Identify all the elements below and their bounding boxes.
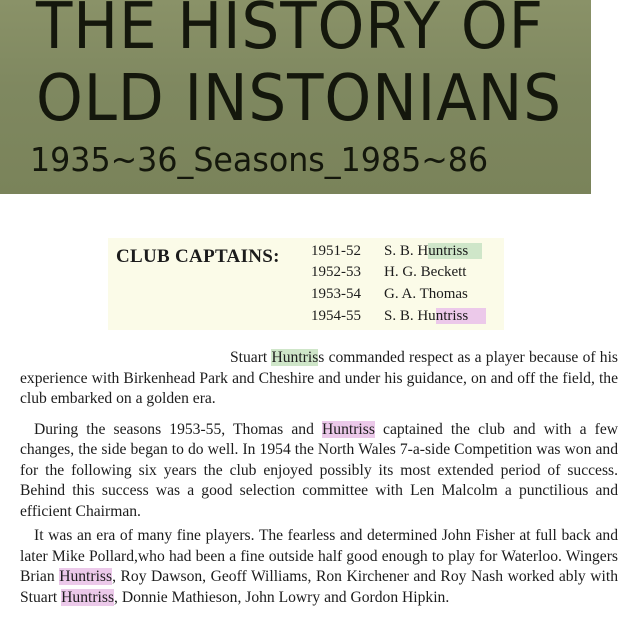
captain-name: G. A. Thomas <box>384 286 468 302</box>
book-cover-banner <box>0 0 591 194</box>
captain-season: 1951-52 <box>311 243 361 259</box>
text-run: , Roy Dawson, Geoff Williams, Ron Kirchener and Roy Nash worked ably with Stuart <box>20 568 618 606</box>
text-run: During the seasons 1953-55, Thomas and <box>34 420 323 438</box>
captain-name: H. G. Beckett <box>384 264 467 280</box>
text-run: It was an era of many fine players. The fearless and determined John Fisher at full back and later Mike Pollard,who had been a fine outside half good enough to play for Waterloo. Wingers Brian <box>20 527 618 585</box>
club-captains-heading: CLUB CAPTAINS: <box>116 246 280 267</box>
highlight-pink: Huntriss <box>61 588 115 606</box>
captain-name: S. B. Hu <box>384 308 436 324</box>
text-run: Stuart <box>230 349 272 366</box>
captain-row <box>311 243 482 260</box>
paragraph-3 <box>20 526 618 608</box>
captain-season: 1954-55 <box>311 308 361 324</box>
captain-name: S. B. H <box>384 243 429 259</box>
highlight-pink: Huntriss <box>59 568 113 585</box>
text-run: captained the club and with a few changes, the side began to do well. In 1954 the North Wales 7-a-side Competition was won and for the following six years the club enjoyed possibly its most extended period of success. Behind this success was a good selection committee with Len Malcolm a punctilious and efficient Chairman. <box>20 420 619 520</box>
history-body-text <box>20 348 618 608</box>
captain-row <box>311 264 466 281</box>
text-run: s commanded respect as a player because of his experience with Birkenhead Park and Cheshire and under his guidance, on and off the field, the club embarked on a golden era. <box>20 349 618 407</box>
cover-title-line-2: OLD INSTONIANS <box>36 62 562 136</box>
cover-seasons-line: 1935~36_Seasons_1985~86 <box>30 140 489 179</box>
captain-row <box>311 286 468 303</box>
captain-name-highlight: ntriss <box>436 308 487 324</box>
text-run: , Donnie Mathieson, John Lowry and Gordon Hipkin. <box>114 588 450 606</box>
paragraph-1 <box>20 348 618 410</box>
cover-title-line-1: THE HISTORY OF <box>36 0 544 64</box>
highlight-pink: Huntriss <box>322 420 375 438</box>
captain-season: 1953-54 <box>311 286 361 302</box>
captain-season: 1952-53 <box>311 264 361 280</box>
captain-row <box>311 308 486 325</box>
paragraph-2 <box>20 420 618 523</box>
highlight-green: Huntris <box>271 349 319 366</box>
captain-name-highlight: untriss <box>428 243 482 259</box>
